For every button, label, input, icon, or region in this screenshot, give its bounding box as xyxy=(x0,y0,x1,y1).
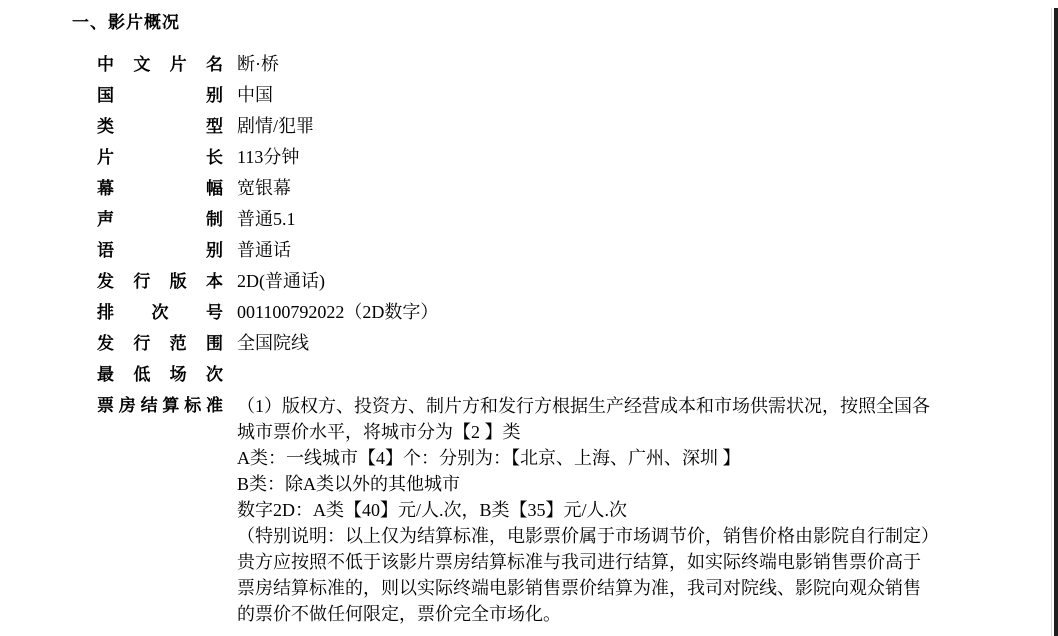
settlement-paragraph xyxy=(237,393,939,627)
info-row xyxy=(97,171,1058,202)
settlement-line: A类：一线城市【4】个：分别为：【北京、上海、广州、深圳 】 xyxy=(237,448,741,468)
field-value: 中国 xyxy=(237,84,273,105)
info-row xyxy=(97,78,1058,109)
field-label: 类 型 xyxy=(97,117,223,136)
field-value: 001100792022（2D数字） xyxy=(237,301,439,322)
settlement-line: 的票价不做任何限定，票价完全市场化。 xyxy=(237,604,561,624)
field-value: 全国院线 xyxy=(237,332,309,353)
field-label: 票 房 结 算 标 准 xyxy=(97,396,223,415)
field-label: 片 长 xyxy=(97,148,223,167)
table-right-border xyxy=(1054,8,1058,636)
info-row xyxy=(97,47,1058,78)
settlement-line: 贵方应按照不低于该影片票房结算标准与我司进行结算，如实际终端电影销售票价高于 xyxy=(237,552,921,572)
info-row xyxy=(97,264,1058,295)
field-label: 幕 幅 xyxy=(97,179,223,198)
settlement-line: B类：除A类以外的其他城市 xyxy=(237,474,461,494)
film-overview-document xyxy=(0,8,1058,636)
field-label: 国 别 xyxy=(97,86,223,105)
info-row xyxy=(97,202,1058,233)
field-value: 宽银幕 xyxy=(237,177,291,198)
settlement-line: （1）版权方、投资方、制片方和发行方根据生产经营成本和市场供需状况，按照全国各 xyxy=(237,396,930,416)
info-row xyxy=(97,295,1058,326)
field-value: 剧情/犯罪 xyxy=(237,115,315,136)
info-row xyxy=(97,357,1058,388)
info-row xyxy=(97,233,1058,264)
field-label: 声 制 xyxy=(97,210,223,229)
field-label: 发 行 范 围 xyxy=(97,334,223,353)
table-right-border-shadow xyxy=(1051,8,1052,636)
field-label: 中 文 片 名 xyxy=(97,55,223,74)
settlement-line: 票房结算标准的，则以实际终端电影销售票价结算为准，我司对院线、影院向观众销售 xyxy=(237,578,921,598)
settlement-line: （特别说明：以上仅为结算标准，电影票价属于市场调节价，销售价格由影院自行制定） xyxy=(237,526,939,546)
field-value: 2D(普通话) xyxy=(237,270,325,291)
film-info-table xyxy=(97,47,1058,627)
field-value: 普通5.1 xyxy=(237,208,296,229)
field-label: 语 别 xyxy=(97,241,223,260)
settlement-row xyxy=(97,393,1058,627)
field-value: 断·桥 xyxy=(237,53,279,74)
info-row xyxy=(97,109,1058,140)
info-row xyxy=(97,140,1058,171)
field-value: 普通话 xyxy=(237,239,291,260)
field-value: 113分钟 xyxy=(237,146,300,167)
field-label: 发 行 版 本 xyxy=(97,272,223,291)
field-label: 排 次 号 xyxy=(97,303,223,322)
section-title: 一、影片概况 xyxy=(72,13,180,32)
settlement-line: 数字2D：A类【40】元/人.次，B类【35】元/人.次 xyxy=(237,500,628,520)
info-row xyxy=(97,326,1058,357)
settlement-line: 城市票价水平，将城市分为【2 】类 xyxy=(237,422,521,442)
field-label: 最 低 场 次 xyxy=(97,365,223,384)
